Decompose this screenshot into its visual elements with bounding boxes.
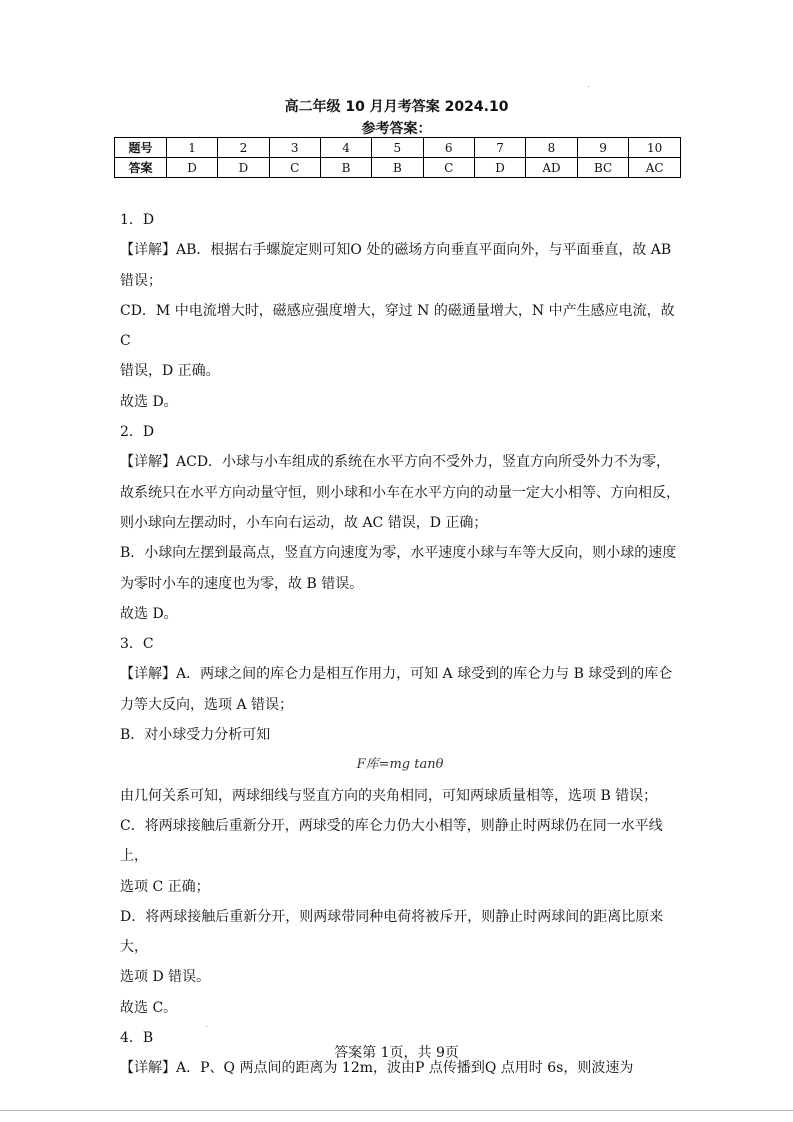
table-cell-answer: D <box>474 158 525 178</box>
explanation-line: 选项 C 正确； <box>120 878 210 895</box>
table-cell-answer: B <box>372 158 423 178</box>
table-cell-number: 1 <box>166 138 217 158</box>
conclusion-line: 故选 C。 <box>120 999 178 1016</box>
conclusion-line: 故选 D。 <box>120 605 178 622</box>
table-cell-number: 3 <box>269 138 320 158</box>
page-bottom-divider <box>0 1110 793 1111</box>
page-title: 高二年级 10 月月考答案 2024.10 <box>284 99 509 115</box>
table-cell-answer: C <box>269 158 320 178</box>
page-subtitle: 参考答案： <box>361 121 432 137</box>
explanation-line: 错误； <box>120 272 162 289</box>
table-cell-answer: D <box>166 158 217 178</box>
explanation-line: 【详解】A．两球之间的库仑力是相互作用力，可知 A 球受到的库仑力与 B 球受到的库仑 <box>120 666 673 683</box>
answer-table-answer-row <box>115 158 681 178</box>
table-cell-number: 4 <box>320 138 371 158</box>
explanation-line: 故系统只在水平方向动量守恒，则小球和小车在水平方向的动量一定大小相等、方向相反， <box>120 484 680 501</box>
table-header-number: 题号 <box>115 138 167 158</box>
table-cell-number: 2 <box>218 138 269 158</box>
explanation-line: 由几何关系可知，两球细线与竖直方向的夹角相同，可知两球质量相等，选项 B 错误； <box>120 787 658 804</box>
table-cell-answer: B <box>320 158 371 178</box>
explanation-line: 【详解】AB．根据右手螺旋定则可知O 处的磁场方向垂直平面向外，与平面垂直，故 AB <box>120 242 672 259</box>
explanation-line: 选项 D 错误。 <box>120 969 211 986</box>
table-cell-answer: BC <box>577 158 629 178</box>
table-cell-answer: C <box>423 158 474 178</box>
question-number: 1．D <box>120 212 155 228</box>
table-cell-number: 8 <box>526 138 578 158</box>
answer-table <box>114 137 681 178</box>
explanation-line: C．将两球接触后重新分开，两球受的库仑力仍大小相等，则静止时两球仍在同一水平线上， <box>120 817 663 865</box>
explanation-line: 力等大反向，选项 A 错误； <box>120 696 294 713</box>
question-number: 2．D <box>120 424 155 441</box>
explanation-line: D．将两球接触后重新分开，则两球带同种电荷将被斥开，则静止时两球间的距离比原来大， <box>120 908 664 956</box>
table-cell-number: 9 <box>577 138 629 158</box>
page-footer: 答案第 1页，共 9页 <box>334 1045 459 1061</box>
scan-speck <box>588 86 589 87</box>
explanation-line: 错误，D 正确。 <box>120 363 220 380</box>
question-number: 3．C <box>120 636 154 653</box>
explanation-line: 【详解】A．P、Q 两点间的距离为 12m，波由P 点传播到Q 点用时 6s，则波速为 <box>120 1060 634 1077</box>
table-cell-number: 6 <box>423 138 474 158</box>
table-cell-number: 7 <box>474 138 525 158</box>
explanation-line: 为零时小车的速度也为零，故 B 错误。 <box>120 575 364 592</box>
explanation-line: B．小球向左摆到最高点，竖直方向速度为零，水平速度小球与车等大反向，则小球的速度 <box>120 545 677 562</box>
table-header-answer: 答案 <box>115 158 167 178</box>
explanation-line: CD．M 中电流增大时，磁感应强度增大，穿过 N 的磁通量增大，N 中产生感应电流，故 C <box>120 302 675 350</box>
answer-table-number-row <box>115 138 681 158</box>
formula: F库=mg tanθ <box>356 757 444 773</box>
table-cell-answer: AD <box>526 158 578 178</box>
explanation-line: 则小球向左摆动时，小车向右运动，故 AC 错误，D 正确； <box>120 514 488 531</box>
table-cell-number: 5 <box>372 138 423 158</box>
explanation-line: 【详解】ACD．小球与小车组成的系统在水平方向不受外力，竖直方向所受外力不为零， <box>120 454 671 471</box>
table-cell-answer: AC <box>629 158 681 178</box>
explanation-line: B．对小球受力分析可知 <box>120 727 271 744</box>
table-cell-number: 10 <box>629 138 681 158</box>
table-cell-answer: D <box>218 158 269 178</box>
solution-body <box>120 205 680 1084</box>
question-number: 4．B <box>120 1030 154 1047</box>
conclusion-line: 故选 D。 <box>120 393 178 410</box>
